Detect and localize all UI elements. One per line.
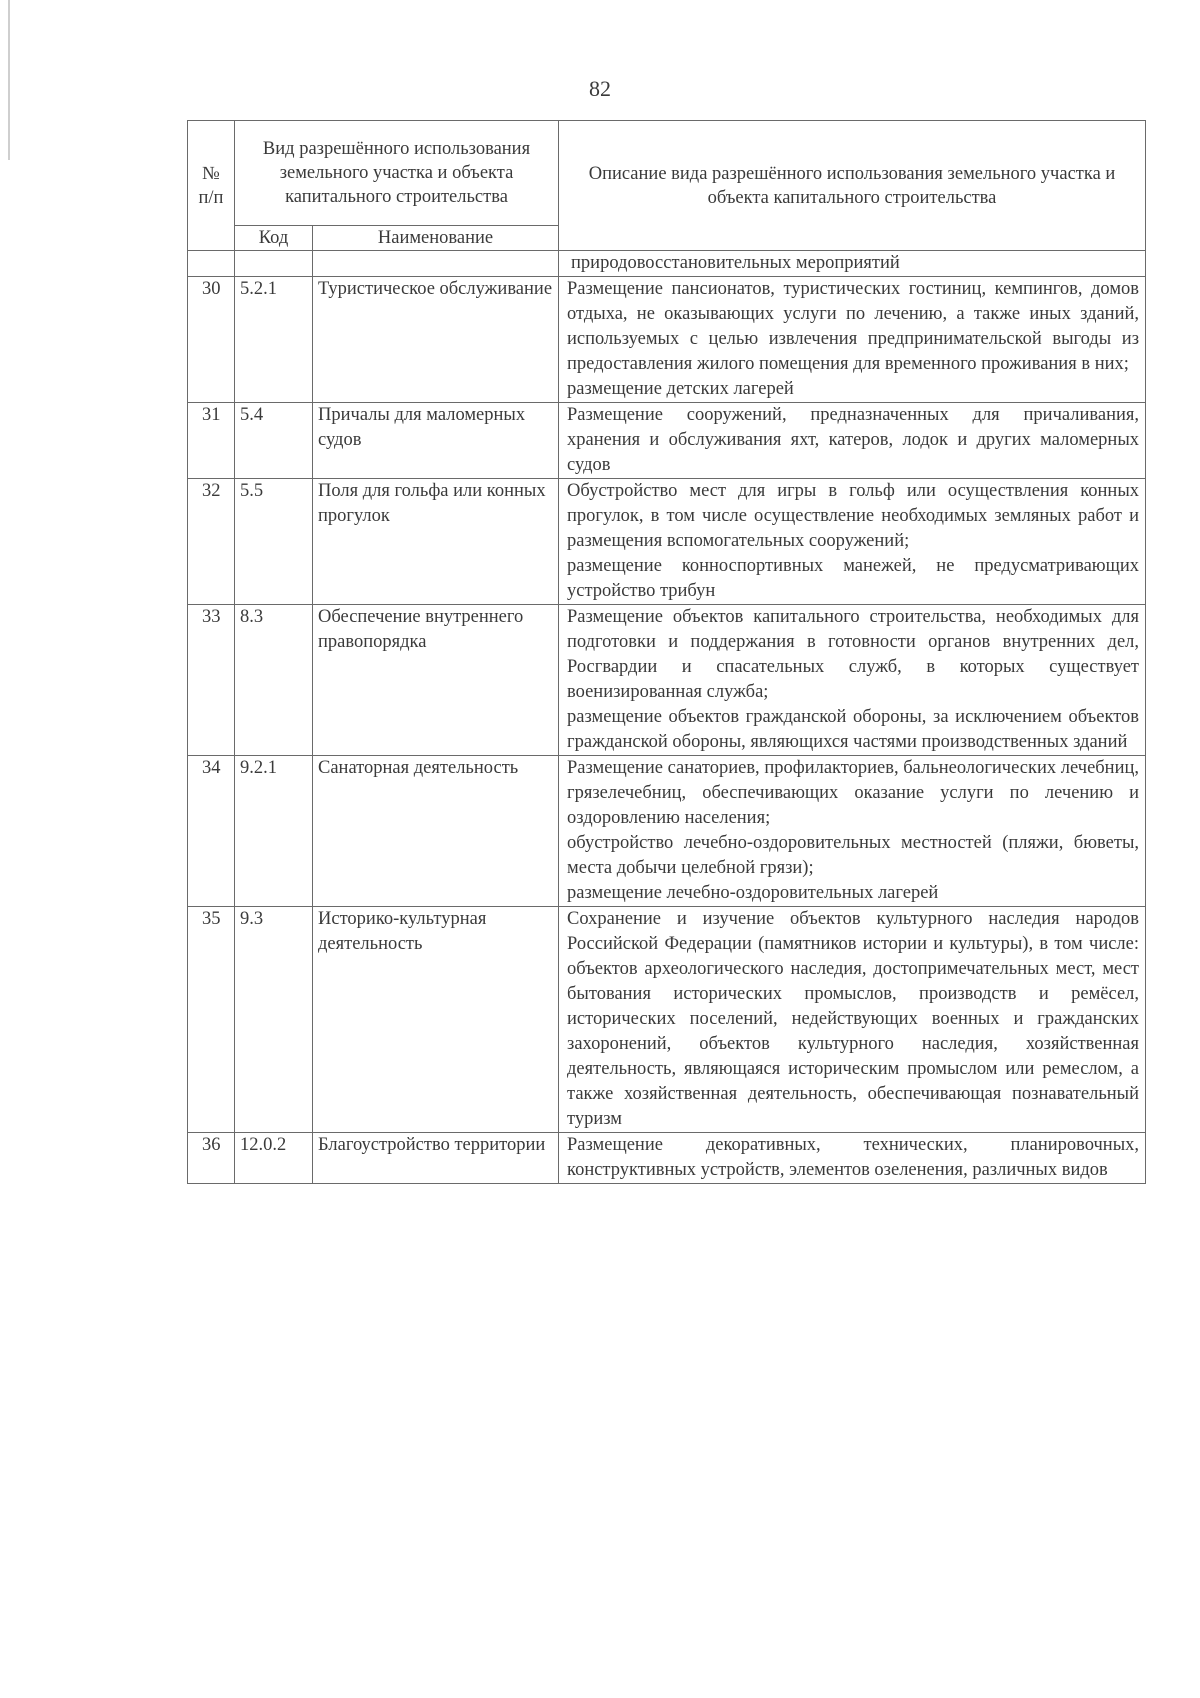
continuation-description: природовосстановительных мероприятий — [559, 251, 1146, 277]
header-num: № п/п — [188, 121, 235, 251]
header-land-use-type: Вид разрешённого использования земельного участка и объекта капитального строительства — [235, 121, 559, 226]
description-paragraph: размещение объектов гражданской обороны, за исключением объектов гражданской обороны, являющихся частями производственных зданий — [567, 707, 1140, 752]
page-number: 82 — [589, 76, 611, 101]
row-code: 9.3 — [235, 907, 313, 1133]
row-code: 12.0.2 — [235, 1133, 313, 1184]
header-description: Описание вида разрешённого использования земельного участка и объекта капитального строительства — [559, 121, 1146, 251]
continuation-name — [313, 251, 559, 277]
description-paragraph: Размещение пансионатов, туристических гостиниц, кемпингов, домов отдыха, не оказывающих услуги по лечению, а также иных зданий, используемых с целью извлечения предпринимательской выгоды из предоставления жилого помещения для временного проживания в них; — [567, 279, 1140, 374]
description-paragraph: Обустройство мест для игры в гольф или осуществления конных прогулок, в том числе осуществление необходимых земляных работ и размещения вспомогательных сооружений; — [567, 481, 1140, 551]
row-number: 31 — [188, 403, 235, 479]
row-description — [559, 479, 1146, 605]
table-row — [188, 479, 1146, 605]
row-number: 34 — [188, 756, 235, 907]
description-paragraph: размещение лечебно-оздоровительных лагерей — [567, 883, 939, 903]
row-name: Благоустройство территории — [313, 1133, 559, 1184]
row-number: 32 — [188, 479, 235, 605]
description-paragraph: Размещение объектов капитального строительства, необходимых для подготовки и поддержания в готовности органов внутренних дел, Росгвардии и спасательных служб, в которых существует военизированная служба; — [567, 607, 1140, 702]
row-name: Поля для гольфа или конных прогулок — [313, 479, 559, 605]
row-description — [559, 277, 1146, 403]
row-code: 9.2.1 — [235, 756, 313, 907]
row-description — [559, 403, 1146, 479]
row-name: Историко-культурная деятельность — [313, 907, 559, 1133]
description-paragraph: Размещение санаториев, профилакториев, бальнеологических лечебниц, грязелечебниц, обеспечивающих оказание услуги по лечению и оздоровлению населения; — [567, 758, 1140, 828]
description-paragraph: Сохранение и изучение объектов культурного наследия народов Российской Федерации (памятников истории и культуры), в том числе: объектов археологического наследия, достопримечательных мест, мест бытования исторических промыслов, производств и ремёсел, исторических поселений, недействующих военных и гражданских захоронений, объектов культурного наследия, хозяйственная деятельность, являющаяся историческим промыслом или ремеслом, а также хозяйственная деятельность, обеспечивающая познавательный туризм — [567, 909, 1140, 1129]
continuation-row — [188, 251, 1146, 277]
row-description — [559, 1133, 1146, 1184]
table-row — [188, 403, 1146, 479]
description-paragraph: Размещение декоративных, технических, планировочных, конструктивных устройств, элементов озеленения, различных видов — [567, 1135, 1140, 1180]
table-row — [188, 1133, 1146, 1184]
row-code: 8.3 — [235, 605, 313, 756]
row-code: 5.2.1 — [235, 277, 313, 403]
row-name: Санаторная деятельность — [313, 756, 559, 907]
description-paragraph: Размещение сооружений, предназначенных для причаливания, хранения и обслуживания яхт, катеров, лодок и других маломерных судов — [567, 405, 1140, 475]
row-number: 35 — [188, 907, 235, 1133]
header-code: Код — [235, 226, 313, 251]
row-name: Туристическое обслуживание — [313, 277, 559, 403]
row-number: 33 — [188, 605, 235, 756]
table-row — [188, 605, 1146, 756]
continuation-num — [188, 251, 235, 277]
row-number: 36 — [188, 1133, 235, 1184]
row-code: 5.4 — [235, 403, 313, 479]
continuation-code — [235, 251, 313, 277]
row-name: Обеспечение внутреннего правопорядка — [313, 605, 559, 756]
row-description — [559, 605, 1146, 756]
row-number: 30 — [188, 277, 235, 403]
table-row — [188, 756, 1146, 907]
table-row — [188, 907, 1146, 1133]
land-use-table — [187, 120, 1146, 1184]
table-row — [188, 277, 1146, 403]
header-name: Наименование — [313, 226, 559, 251]
row-description — [559, 756, 1146, 907]
row-description — [559, 907, 1146, 1133]
row-code: 5.5 — [235, 479, 313, 605]
description-paragraph: размещение детских лагерей — [567, 379, 794, 399]
header-row-top — [188, 121, 1146, 226]
row-name: Причалы для маломерных судов — [313, 403, 559, 479]
description-paragraph: обустройство лечебно-оздоровительных местностей (пляжи, бюветы, места добычи целебной грязи); — [567, 833, 1140, 878]
description-paragraph: размещение конноспортивных манежей, не предусматривающих устройство трибун — [567, 556, 1140, 601]
